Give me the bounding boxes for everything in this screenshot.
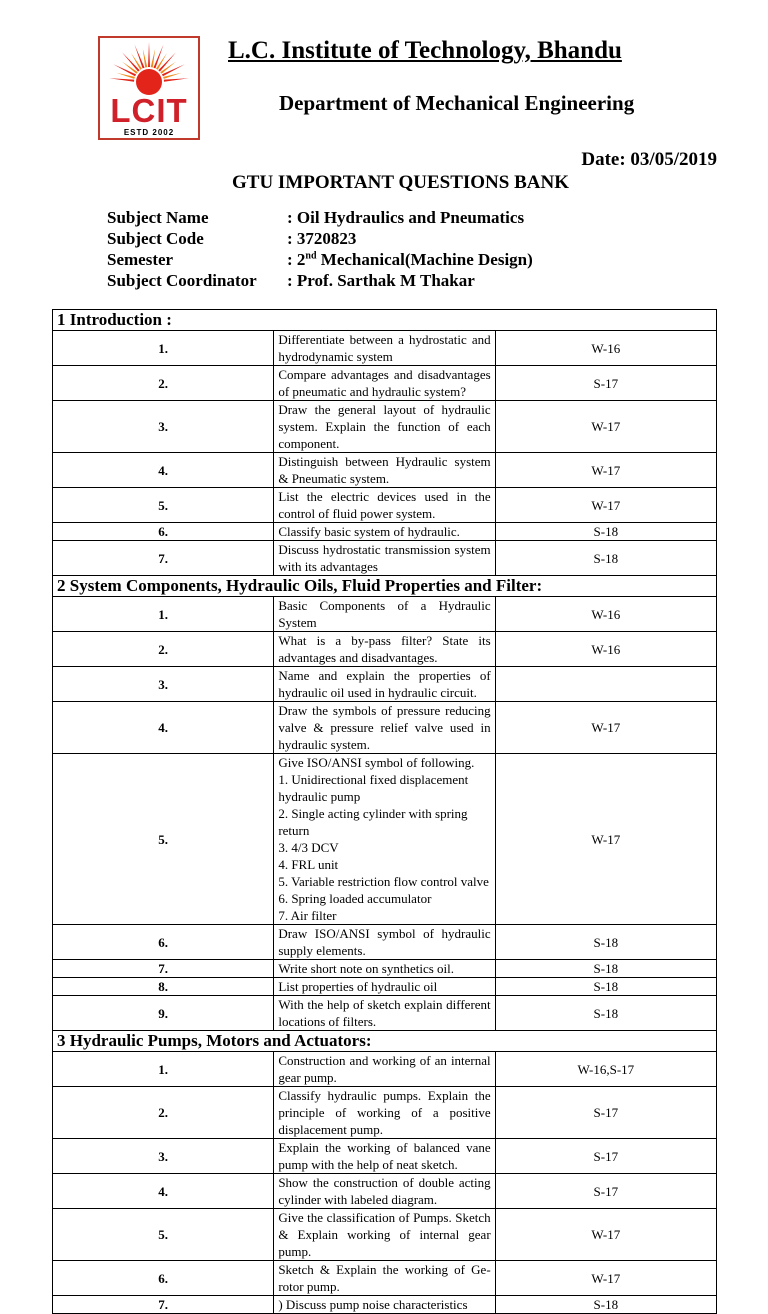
sun-ray [109,78,134,81]
question-text: With the help of sketch explain different locations of filters. [274,996,495,1031]
question-text: Distinguish between Hydraulic system & Pneumatic system. [274,453,495,488]
question-line: 7. Air filter [278,908,337,923]
question-row [53,632,717,667]
exam-code: S-17 [495,366,716,401]
section-header-row [53,576,717,597]
section-title: 2 System Components, Hydraulic Oils, Fluid Properties and Filter: [53,576,717,597]
document-date: Date: 03/05/2019 [581,149,717,170]
question-number: 6. [53,925,274,960]
sun-ray [143,49,148,68]
sun-emblem-icon [100,38,198,98]
question-bank-title: GTU IMPORTANT QUESTIONS BANK [232,172,569,193]
question-row [53,996,717,1031]
question-number: 4. [53,453,274,488]
question-number: 5. [53,754,274,925]
exam-code: S-18 [495,996,716,1031]
exam-code: S-18 [495,925,716,960]
question-number: 1. [53,1052,274,1087]
question-text [274,754,495,925]
question-text: Show the construction of double acting cylinder with labeled diagram. [274,1174,495,1209]
question-row [53,401,717,453]
question-text: Write short note on synthetics oil. [274,960,495,978]
question-row [53,667,717,702]
subject-coordinator-value: : Prof. Sarthak M Thakar [287,271,475,290]
question-text: Classify hydraulic pumps. Explain the principle of working of a positive displacement pump. [274,1087,495,1139]
question-text: Explain the working of balanced vane pump with the help of neat sketch. [274,1139,495,1174]
exam-code: S-17 [495,1087,716,1139]
question-row [53,488,717,523]
question-row [53,1261,717,1296]
question-number: 3. [53,1139,274,1174]
question-line: 4. FRL unit [278,857,339,872]
subject-coordinator-label: Subject Coordinator [107,271,257,290]
subject-code-label: Subject Code [107,229,204,248]
question-line: 5. Variable restriction flow control valve [278,874,489,889]
question-text: List properties of hydraulic oil [274,978,495,996]
question-row [53,1052,717,1087]
question-row [53,331,717,366]
question-number: 2. [53,1087,274,1139]
question-text: Discuss hydrostatic transmission system with its advantages [274,541,495,576]
question-text: Basic Components of a Hydraulic System [274,597,495,632]
question-row [53,1296,717,1314]
question-text: Differentiate between a hydrostatic and hydrodynamic system [274,331,495,366]
question-text: Sketch & Explain the working of Ge- rotor pump. [274,1261,495,1296]
question-row [53,366,717,401]
question-line: 6. Spring loaded accumulator [278,891,432,906]
question-row [53,1139,717,1174]
question-line: Give ISO/ANSI symbol of following. [278,755,475,770]
question-text: Draw ISO/ANSI symbol of hydraulic supply elements. [274,925,495,960]
question-number: 2. [53,366,274,401]
question-number: 3. [53,667,274,702]
exam-code: W-16,S-17 [495,1052,716,1087]
exam-code: S-17 [495,1139,716,1174]
semester-label: Semester [107,250,174,269]
question-row [53,597,717,632]
question-text: Construction and working of an internal gear pump. [274,1052,495,1087]
question-line: 2. Single acting cylinder with spring return [278,806,468,838]
question-text: Draw the symbols of pressure reducing valve & pressure relief valve used in hydraulic system. [274,702,495,754]
questions-table [52,309,717,1314]
exam-code: W-16 [495,632,716,667]
question-text: Classify basic system of hydraulic. [274,523,495,541]
question-text: Name and explain the properties of hydraulic oil used in hydraulic circuit. [274,667,495,702]
question-number: 1. [53,331,274,366]
question-line: 3. 4/3 DCV [278,840,339,855]
sun-ray [151,49,156,68]
logo-text: LCIT [110,92,188,129]
exam-code: W-17 [495,1209,716,1261]
exam-code: S-17 [495,1174,716,1209]
question-text: List the electric devices used in the control of fluid power system. [274,488,495,523]
question-number: 2. [53,632,274,667]
question-number: 5. [53,1209,274,1261]
section-title: 1 Introduction : [53,310,717,331]
exam-code: S-18 [495,960,716,978]
exam-code: W-17 [495,702,716,754]
exam-code: S-18 [495,523,716,541]
question-row [53,702,717,754]
subject-code-value: : 3720823 [287,229,357,248]
question-text: Compare advantages and disadvantages of pneumatic and hydraulic system? [274,366,495,401]
question-text: Draw the general layout of hydraulic system. Explain the function of each component. [274,401,495,453]
section-header-row [53,1031,717,1052]
question-number: 6. [53,1261,274,1296]
question-row [53,754,717,925]
semester-value: : 2nd Mechanical(Machine Design) [287,250,533,269]
institute-title: L.C. Institute of Technology, Bhandu [228,37,622,64]
question-row [53,1209,717,1261]
exam-code [495,667,716,702]
exam-code: W-17 [495,754,716,925]
section-header-row [53,310,717,331]
sun-ray [135,45,145,69]
question-number: 1. [53,597,274,632]
question-line: 1. Unidirectional fixed displacement hydraulic pump [278,772,469,804]
department-title: Department of Mechanical Engineering [279,91,635,115]
question-number: 7. [53,1296,274,1314]
question-row [53,541,717,576]
question-text: What is a by-pass filter? State its advantages and disadvantages. [274,632,495,667]
question-number: 3. [53,401,274,453]
sun-ray [148,42,150,67]
subject-name-value: : Oil Hydraulics and Pneumatics [287,208,525,227]
logo-estd: ESTD 2002 [123,128,175,137]
question-row [53,978,717,996]
exam-code: S-18 [495,1296,716,1314]
question-row [53,453,717,488]
question-number: 7. [53,960,274,978]
question-row [53,523,717,541]
question-number: 6. [53,523,274,541]
exam-code: W-16 [495,331,716,366]
exam-code: S-18 [495,541,716,576]
question-row [53,1174,717,1209]
exam-code: W-17 [495,1261,716,1296]
exam-code: W-17 [495,401,716,453]
sun-ray [164,78,189,81]
question-text: ) Discuss pump noise characteristics [274,1296,495,1314]
question-number: 8. [53,978,274,996]
exam-code: W-16 [495,597,716,632]
exam-code: W-17 [495,488,716,523]
lcit-logo [98,36,200,140]
subject-name-label: Subject Name [107,208,209,227]
question-number: 4. [53,1174,274,1209]
question-number: 4. [53,702,274,754]
question-row [53,960,717,978]
sun-ray [153,45,163,69]
question-number: 5. [53,488,274,523]
question-row [53,925,717,960]
question-text: Give the classification of Pumps. Sketch & Explain working of internal gear pump. [274,1209,495,1261]
question-number: 7. [53,541,274,576]
question-number: 9. [53,996,274,1031]
section-title: 3 Hydraulic Pumps, Motors and Actuators: [53,1031,717,1052]
question-row [53,1087,717,1139]
exam-code: W-17 [495,453,716,488]
exam-code: S-18 [495,978,716,996]
